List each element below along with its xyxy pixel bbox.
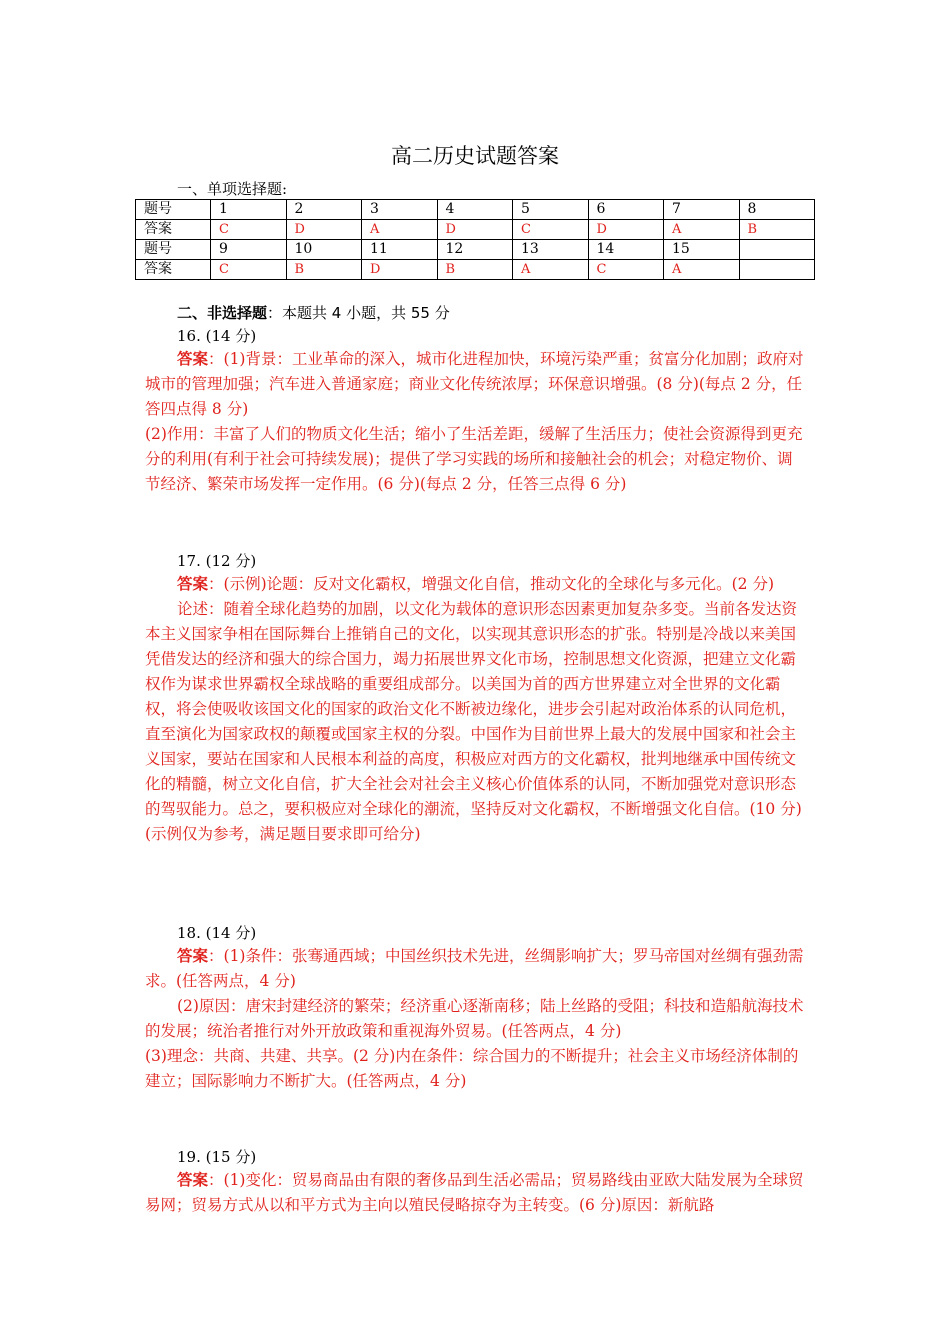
question-number-cell: 13	[513, 240, 589, 260]
row-header: 答案	[136, 260, 211, 280]
q19-heading: 19. (15 分)	[177, 1148, 257, 1166]
section-1-label: 一、单项选择题:	[177, 180, 288, 198]
q19-part-1-text: ：(1)变化：贸易商品由有限的奢侈品到生活必需品；贸易路线由亚欧大陆发展为全球贸易网；贸易方式从以和平方式为主向以殖民侵略掠夺为主转变。(6 分)原因：新航路	[145, 1171, 804, 1214]
section-2-label	[177, 302, 450, 323]
question-number-cell: 10	[286, 240, 362, 260]
question-number-cell: 15	[664, 240, 740, 260]
question-number-cell	[739, 240, 815, 260]
answer-label: 答案	[177, 349, 209, 368]
question-number-cell: 2	[286, 200, 362, 220]
q18-part-2: (2)原因：唐宋封建经济的繁荣；经济重心逐渐南移；陆上丝路的受阻；科技和造船航海技术的发展；统治者推行对外开放政策和重视海外贸易。(任答两点，4 分)	[145, 997, 804, 1040]
q18-part-3: (3)理念：共商、共建、共享。(2 分)内在条件：综合国力的不断提升；社会主义市场经济体制的建立；国际影响力不断扩大。(任答两点，4 分)	[145, 1047, 799, 1090]
q18-heading: 18. (14 分)	[177, 924, 257, 942]
q17-answer	[145, 571, 808, 847]
answer-cell: C	[588, 260, 664, 280]
q17-part-1	[145, 571, 808, 597]
q19-answer	[145, 1167, 808, 1218]
answer-row	[136, 260, 815, 280]
q18-part-1-text: ：(1)条件：张骞通西域；中国丝织技术先进，丝绸影响扩大；罗马帝国对丝绸有强劲需求。(任答两点，4 分)	[145, 947, 804, 990]
question-number-cell: 8	[739, 200, 815, 220]
answer-label: 答案	[177, 1170, 209, 1189]
answer-cell: D	[286, 220, 362, 240]
q16-part-2: (2)作用：丰富了人们的物质文化生活；缩小了生活差距，缓解了生活压力；使社会资源得到更充分的利用(有利于社会可持续发展)；提供了学习实践的场所和接触社会的机会；对稳定物价、调节经济、繁荣市场发挥一定作用。(6 分)(每点 2 分，任答三点得 6 分)	[145, 425, 803, 493]
answer-cell: D	[362, 260, 438, 280]
q16-part-1	[145, 346, 808, 422]
answer-cell: A	[664, 260, 740, 280]
question-number-row	[136, 240, 815, 260]
question-number-cell: 9	[211, 240, 287, 260]
row-header: 答案	[136, 220, 211, 240]
answer-cell: A	[513, 260, 589, 280]
question-number-cell: 11	[362, 240, 438, 260]
q16-heading: 16. (14 分)	[177, 327, 257, 345]
q17-heading: 17. (12 分)	[177, 552, 257, 570]
answer-label: 答案	[177, 946, 209, 965]
answer-cell: B	[286, 260, 362, 280]
question-number-cell: 5	[513, 200, 589, 220]
answer-cell: C	[211, 220, 287, 240]
question-number-cell: 3	[362, 200, 438, 220]
q19-part-1	[145, 1167, 808, 1218]
question-number-row	[136, 200, 815, 220]
q18-answer	[145, 943, 808, 1094]
answer-cell: D	[437, 220, 513, 240]
q16-part-1-text: ：(1)背景：工业革命的深入，城市化进程加快，环境污染严重；贫富分化加剧；政府对城市的管理加强；汽车进入普通家庭；商业文化传统浓厚；环保意识增强。(8 分)(每点 2 分，任答四点得 8 分)	[145, 350, 804, 418]
page-title: 高二历史试题答案	[391, 144, 559, 168]
question-number-cell: 4	[437, 200, 513, 220]
q18-part-1	[145, 943, 808, 994]
answer-cell: C	[211, 260, 287, 280]
section-2-label-bold: 二、非选择题	[177, 304, 268, 322]
question-number-cell: 7	[664, 200, 740, 220]
q17-part-2: 论述：随着全球化趋势的加剧，以文化为载体的意识形态因素更加复杂多变。当前各发达资本主义国家争相在国际舞台上推销自己的文化，以实现其意识形态的扩张。特别是冷战以来美国凭借发达的经济和强大的综合国力，竭力拓展世界文化市场，控制思想文化资源，把建立文化霸权作为谋求世界霸权全球战略的重要组成部分。以美国为首的西方世界建立对全世界的文化霸权，将会使吸收该国文化的国家的政治文化不断被边缘化，进步会引起对政治体系的认同危机，直至演化为国家政权的颠覆或国家主权的分裂。中国作为目前世界上最大的发展中国家和社会主义国家，要站在国家和人民根本利益的高度，积极应对西方的文化霸权，批判地继承中国传统文化的精髓，树立文化自信，扩大全社会对社会主义核心价值体系的认同，不断加强党对意识形态的驾驭能力。总之，要积极应对全球化的潮流，坚持反对文化霸权，不断增强文化自信。(10 分)(示例仅为参考，满足题目要求即可给分)	[145, 600, 802, 843]
answer-label: 答案	[177, 574, 209, 593]
section-2-label-rest: ：本题共 4 小题，共 55 分	[267, 304, 450, 322]
question-number-cell: 6	[588, 200, 664, 220]
answer-cell: D	[588, 220, 664, 240]
answer-row	[136, 220, 815, 240]
answer-cell: B	[437, 260, 513, 280]
question-number-cell: 12	[437, 240, 513, 260]
answer-cell: B	[739, 220, 815, 240]
answer-cell: A	[362, 220, 438, 240]
row-header: 题号	[136, 240, 211, 260]
answer-cell: C	[513, 220, 589, 240]
question-number-cell: 1	[211, 200, 287, 220]
q16-answer	[145, 346, 808, 497]
answer-cell: A	[664, 220, 740, 240]
question-number-cell: 14	[588, 240, 664, 260]
answer-cell	[739, 260, 815, 280]
answer-table	[135, 199, 815, 280]
row-header: 题号	[136, 200, 211, 220]
q17-part-1-text: ：(示例)论题：反对文化霸权，增强文化自信，推动文化的全球化与多元化。(2 分)	[208, 575, 774, 593]
